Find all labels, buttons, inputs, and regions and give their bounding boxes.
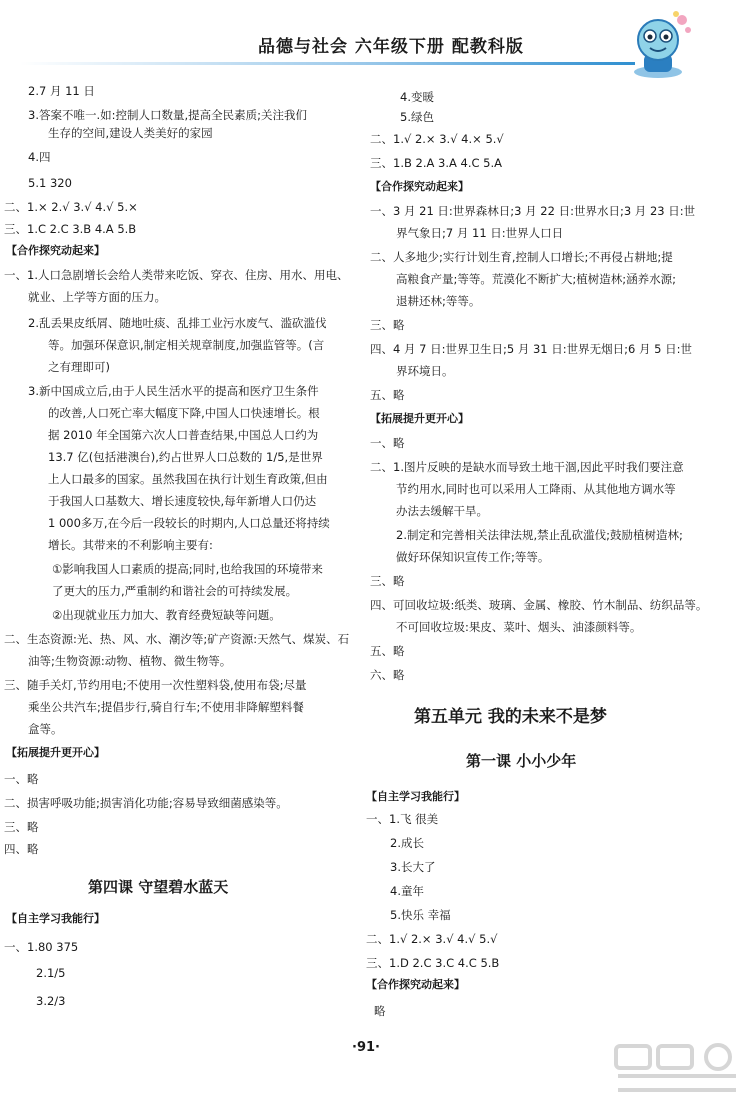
answer-line: 三、略 — [4, 820, 39, 834]
answer-line: 界气象日;7 月 11 日:世界人口日 — [396, 226, 564, 240]
answer-line: 油等;生物资源:动物、植物、微生物等。 — [28, 654, 232, 668]
answer-line: 增长。其带来的不利影响主要有: — [48, 538, 213, 552]
section-label: 【拓展提升更开心】 — [370, 412, 469, 425]
answer-line: 4.四 — [28, 150, 51, 164]
answer-line: 四、可回收垃圾:纸类、玻璃、金属、橡胶、竹木制品、纺织品等。 — [370, 598, 708, 612]
answer-line: 于我国人口基数大、增长速度较快,每年新增人口仍达 — [48, 494, 317, 508]
answer-line: 三、略 — [370, 318, 405, 332]
answer-line: 四、4 月 7 日:世界卫生日;5 月 31 日:世界无烟日;6 月 5 日:世 — [370, 342, 692, 356]
unit-heading: 第五单元 我的未来不是梦 — [414, 707, 607, 727]
answer-line: 一、1.飞 很美 — [366, 812, 439, 826]
section-label: 【拓展提升更开心】 — [6, 746, 105, 759]
section-label: 【合作探究动起来】 — [370, 180, 469, 193]
answer-line: 之有理即可) — [48, 360, 110, 374]
answer-line: 二、人多地少;实行计划生育,控制人口增长;不再侵占耕地;提 — [370, 250, 673, 264]
answer-line: 5.1 320 — [28, 176, 72, 190]
answer-line: 二、1.√ 2.× 3.√ 4.√ 5.√ — [366, 932, 498, 946]
answer-line: 五、略 — [370, 644, 405, 658]
answer-line: 二、1.√ 2.× 3.√ 4.× 5.√ — [370, 132, 504, 146]
answer-line: 了更大的压力,严重制约和谐社会的可持续发展。 — [52, 584, 298, 598]
section-label: 【自主学习我能行】 — [366, 790, 465, 803]
answer-line: 办法去缓解干旱。 — [396, 504, 488, 518]
answer-line: 13.7 亿(包括港澳台),约占世界人口总数的 1/5,是世界 — [48, 450, 323, 464]
answer-line: 2.1/5 — [36, 966, 66, 980]
answer-line: 2.7 月 11 日 — [28, 84, 95, 98]
answer-line: 2.成长 — [390, 836, 424, 850]
answer-line: 三、1.D 2.C 3.C 4.C 5.B — [366, 956, 500, 970]
answer-line: 5.快乐 幸福 — [390, 908, 451, 922]
answer-line: 一、1.80 375 — [4, 940, 79, 954]
answer-line: 2.乱丢果皮纸屑、随地吐痰、乱排工业污水废气、滥砍滥伐 — [28, 316, 327, 330]
answer-line: 三、1.B 2.A 3.A 4.C 5.A — [370, 156, 503, 170]
answer-line: 界环境日。 — [396, 364, 454, 378]
mascot-icon — [618, 6, 696, 84]
lesson-heading: 第一课 小小少年 — [466, 752, 577, 770]
answer-line: 3.2/3 — [36, 994, 66, 1008]
answer-line: 等。加强环保意识,制定相关规章制度,加强监管等。(言 — [48, 338, 325, 352]
answer-line: 1 000多万,在今后一段较长的时期内,人口总量还将持续 — [48, 516, 330, 530]
answer-line: 一、略 — [370, 436, 405, 450]
answer-line: 上人口最多的国家。虽然我国在执行计划生育政策,但由 — [48, 472, 328, 486]
watermark-logo-icon — [612, 1042, 742, 1096]
answer-line: ①影响我国人口素质的提高;同时,也给我国的环境带来 — [52, 562, 323, 576]
answer-line: 二、1.× 2.√ 3.√ 4.√ 5.× — [4, 200, 138, 214]
answer-line: 退耕还林;等等。 — [396, 294, 481, 308]
answer-line: 盒等。 — [28, 722, 63, 736]
header-rule — [20, 62, 635, 65]
answer-line: 做好环保知识宣传工作;等等。 — [396, 550, 550, 564]
answer-line: 3.新中国成立后,由于人民生活水平的提高和医疗卫生条件 — [28, 384, 319, 398]
lesson-heading: 第四课 守望碧水蓝天 — [88, 878, 229, 896]
answer-line: 的改善,人口死亡率大幅度下降,中国人口快速增长。根 — [48, 406, 320, 420]
answer-line: 六、略 — [370, 668, 405, 682]
answer-line: 四、略 — [4, 842, 39, 856]
answer-line: 二、生态资源:光、热、风、水、潮汐等;矿产资源:天然气、煤炭、石 — [4, 632, 350, 646]
answer-line: 就业、上学等方面的压力。 — [28, 290, 166, 304]
answer-line: 一、3 月 21 日:世界森林日;3 月 22 日:世界水日;3 月 23 日:世 — [370, 204, 696, 218]
section-label: 【自主学习我能行】 — [6, 912, 105, 925]
answer-line: 一、略 — [4, 772, 39, 786]
answer-line: 生存的空间,建设人类美好的家园 — [48, 126, 213, 140]
answer-line: 4.变暖 — [400, 90, 434, 104]
answer-line: 略 — [374, 1004, 386, 1018]
answer-line: 二、损害呼吸功能;损害消化功能;容易导致细菌感染等。 — [4, 796, 288, 810]
answer-line: 乘坐公共汽车;提倡步行,骑自行车;不使用非降解塑料餐 — [28, 700, 304, 714]
answer-line: 五、略 — [370, 388, 405, 402]
answer-line: 据 2010 年全国第六次人口普查结果,中国总人口约为 — [48, 428, 319, 442]
answer-line: 三、略 — [370, 574, 405, 588]
answer-line: 一、1.人口急剧增长会给人类带来吃饭、穿衣、住房、用水、用电、 — [4, 268, 349, 282]
answer-line: 节约用水,同时也可以采用人工降雨、从其他地方调水等 — [396, 482, 676, 496]
answer-line: 二、1.图片反映的是缺水而导致土地干涸,因此平时我们要注意 — [370, 460, 684, 474]
page-number: ·91· — [352, 1040, 380, 1055]
answer-line: 5.绿色 — [400, 110, 434, 124]
answer-line: 三、1.C 2.C 3.B 4.A 5.B — [4, 222, 137, 236]
section-label: 【合作探究动起来】 — [6, 244, 105, 257]
header-title: 品德与社会 六年级下册 配教科版 — [258, 37, 524, 57]
answer-line: 不可回收垃圾:果皮、菜叶、烟头、油漆颜料等。 — [396, 620, 642, 634]
answer-line: 2.制定和完善相关法律法规,禁止乱砍滥伐;鼓励植树造林; — [396, 528, 683, 542]
answer-line: 三、随手关灯,节约用电;不使用一次性塑料袋,使用布袋;尽量 — [4, 678, 307, 692]
section-label: 【合作探究动起来】 — [366, 978, 465, 991]
answer-line: ②出现就业压力加大、教育经费短缺等问题。 — [52, 608, 281, 622]
answer-line: 3.长大了 — [390, 860, 436, 874]
answer-line: 4.童年 — [390, 884, 424, 898]
answer-line: 3.答案不唯一.如:控制人口数量,提高全民素质;关注我们 — [28, 108, 308, 122]
answer-line: 高粮食产量;等等。荒漠化不断扩大;植树造林;涵养水源; — [396, 272, 676, 286]
